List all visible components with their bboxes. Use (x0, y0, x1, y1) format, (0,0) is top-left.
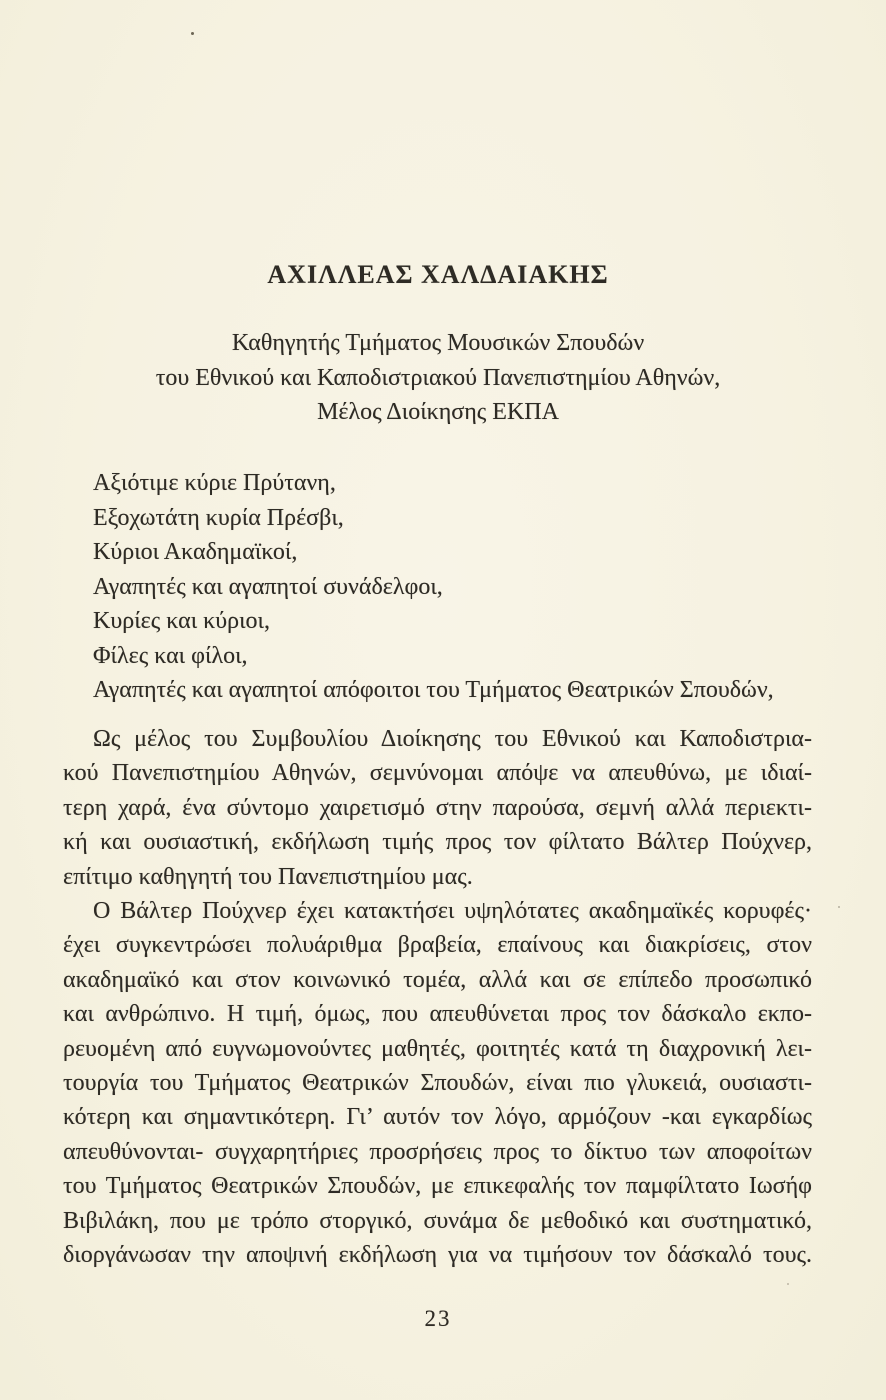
page-title: ΑΧΙΛΛΕΑΣ ΧΑΛΔΑΙΑΚΗΣ (267, 260, 609, 290)
affiliation-line: Καθηγητής Τμήματος Μουσικών Σπουδών (231, 330, 645, 356)
salutation-line: Κύριοι Ακαδημαϊκοί, (93, 539, 298, 565)
text-line: κή και ουσιαστική, εκδήλωση τιμής προς τον φίλτατο Βάλτερ Πούχνερ, (63, 829, 812, 856)
salutation-list (63, 466, 813, 708)
affiliation-line: του Εθνικού και Καποδιστριακού Πανεπιστημίου Αθηνών, (155, 364, 721, 391)
text-line: του Τμήματος Θεατρικών Σπουδών, με επικεφαλής τον παμφίλτατο Ιωσήφ (63, 1173, 812, 1200)
text-line: Ο Βάλτερ Πούχνερ έχει κατακτήσει υψηλότατες ακαδημαϊκές κορυφές· (93, 898, 812, 925)
text-line: τερη χαρά, ένα σύντομο χαιρετισμό στην παρούσα, σεμνή αλλά περιεκτι- (63, 794, 812, 821)
text-line: Ως μέλος του Συμβουλίου Διοίκησης του Εθνικού και Καποδιστρια- (93, 726, 812, 752)
text-line: τουργία του Τμήματος Θεατρικών Σπουδών, είναι πιο γλυκειά, ουσιαστι- (63, 1070, 812, 1097)
text-line: ακαδημαϊκό και στον κοινωνικό τομέα, αλλά και σε επίπεδο προσωπικό (63, 966, 812, 993)
salutation-line: Φίλες και φίλοι, (93, 642, 248, 669)
text-line: απευθύνονται- συγχαρητήριες προσρήσεις προς το δίκτυο των αποφοίτων (63, 1138, 812, 1165)
salutation-line: Αγαπητές και αγαπητοί απόφοιτοι του Τμήματος Θεατρικών Σπουδών, (93, 677, 774, 703)
text-line: επίτιμο καθηγητή του Πανεπιστημίου μας. (63, 863, 473, 890)
salutation-line: Κυρίες και κύριοι, (93, 608, 271, 634)
page-number: 23 (424, 1306, 452, 1331)
text-line: κότερη και σημαντικότερη. Γι’ αυτόν τον λόγο, αρμόζουν -και εγκαρδίως (63, 1104, 812, 1131)
speech-body (63, 722, 812, 1273)
text-line: και ανθρώπινο. Η τιμή, όμως, που απευθύνεται προς τον δάσκαλο εκπο- (63, 1001, 812, 1028)
text-line: διοργάνωσαν την αποψινή εκδήλωση για να τιμήσουν τον δάσκαλό τους. (63, 1242, 812, 1269)
scan-speck (191, 32, 194, 35)
text-line: Βιβιλάκη, που με τρόπο στοργικό, συνάμα δε μεθοδικό και συστηματικό, (63, 1207, 812, 1234)
scan-speck (787, 1283, 789, 1285)
salutation-line: Αξιότιμε κύριε Πρύτανη, (93, 470, 336, 496)
affiliation-line: Μέλος Διοίκησης ΕΚΠΑ (317, 399, 559, 425)
text-line: ρευομένη από ευγνωμονούντες μαθητές, φοιτητές κατά τη διαχρονική λει- (63, 1035, 812, 1062)
paragraph (63, 894, 812, 1272)
salutation-line: Εξοχωτάτη κυρία Πρέσβι, (93, 504, 344, 531)
author-affiliation (43, 326, 833, 430)
text-line: έχει συγκεντρώσει πολυάριθμα βραβεία, επαίνους και διακρίσεις, στον (63, 932, 812, 959)
salutation-line: Αγαπητές και αγαπητοί συνάδελφοι, (93, 573, 443, 600)
paragraph (63, 722, 812, 894)
scan-speck (838, 906, 840, 908)
text-line: κού Πανεπιστημίου Αθηνών, σεμνύνομαι απόψε να απευθύνω, με ιδιαί- (63, 760, 812, 787)
